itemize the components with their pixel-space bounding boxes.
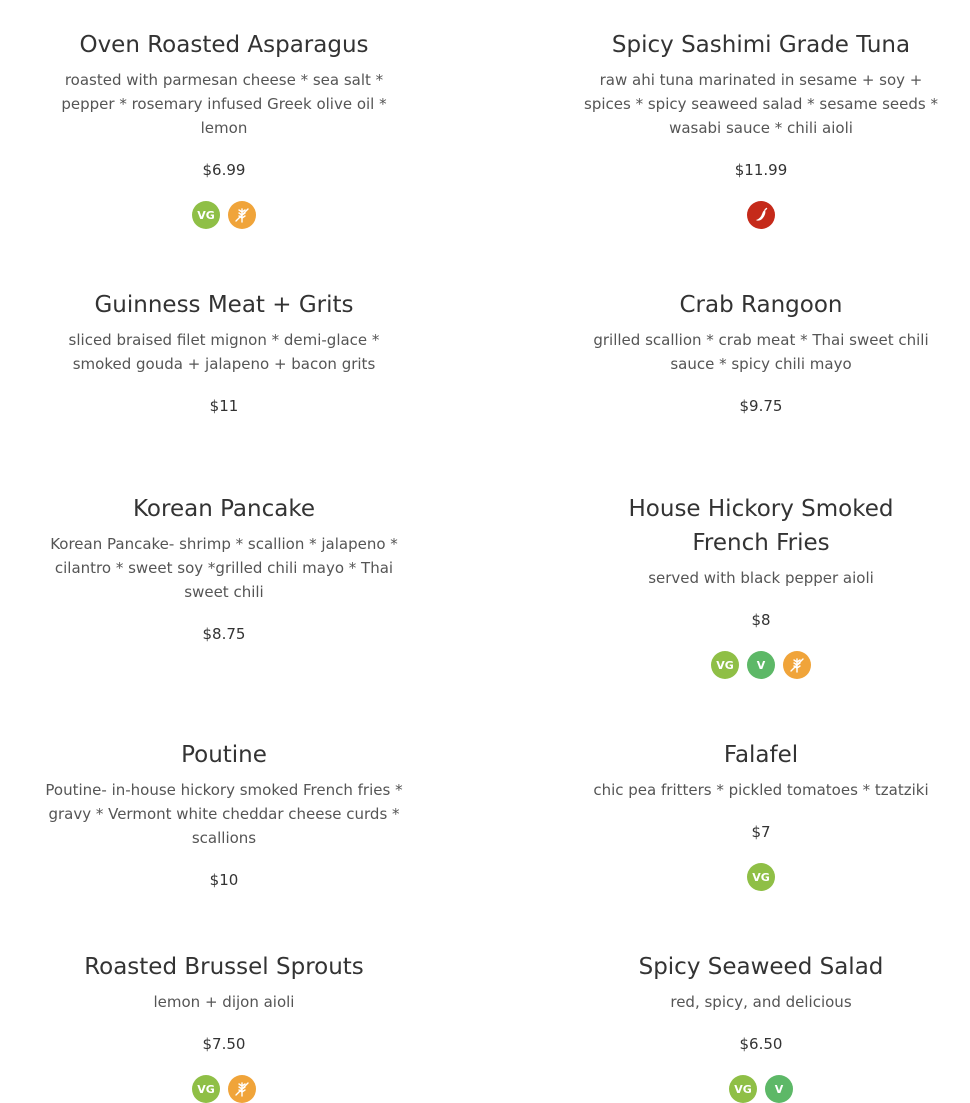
vegan-icon: VG	[192, 201, 220, 229]
gluten-free-icon	[228, 1075, 256, 1103]
item-description: raw ahi tuna marinated in sesame + soy + spices * spicy seaweed salad * sesame seeds * wasabi sauce * chili aioli	[584, 71, 938, 137]
dietary-badges	[32, 201, 416, 229]
menu-item	[568, 288, 954, 418]
item-price: $6.50	[739, 1035, 783, 1053]
item-name: Roasted Brussel Sprouts	[84, 954, 364, 980]
menu-item	[32, 950, 416, 1103]
item-name: Poutine	[181, 742, 267, 768]
dietary-badges	[568, 1075, 954, 1103]
item-price: $9.75	[739, 397, 783, 415]
menu-item	[32, 28, 416, 229]
menu-item	[32, 492, 416, 646]
item-description: lemon + dijon aioli	[153, 993, 295, 1011]
item-description: roasted with parmesan cheese * sea salt * pepper * rosemary infused Greek olive oil * lemon	[61, 71, 387, 137]
menu-item	[32, 738, 416, 892]
vegetarian-icon: V	[765, 1075, 793, 1103]
dietary-badges	[32, 1075, 416, 1103]
item-price: $7	[751, 823, 771, 841]
item-price: $7.50	[202, 1035, 246, 1053]
vegan-icon: VG	[729, 1075, 757, 1103]
item-description: red, spicy, and delicious	[670, 993, 852, 1011]
dietary-badges	[568, 651, 954, 679]
item-description: served with black pepper aioli	[648, 569, 874, 587]
item-description: Korean Pancake- shrimp * scallion * jalapeno * cilantro * sweet soy *grilled chili mayo * Thai sweet chili	[50, 535, 398, 601]
menu-item	[568, 950, 954, 1103]
item-price: $10	[209, 871, 239, 889]
item-name: Guinness Meat + Grits	[94, 292, 354, 318]
spicy-icon	[747, 201, 775, 229]
vegan-icon: VG	[192, 1075, 220, 1103]
menu-item	[568, 28, 954, 229]
item-name: Crab Rangoon	[679, 292, 843, 318]
item-description: grilled scallion * crab meat * Thai sweet chili sauce * spicy chili mayo	[593, 331, 929, 373]
item-name: Korean Pancake	[133, 496, 315, 522]
vegetarian-icon: V	[747, 651, 775, 679]
item-price: $8	[751, 611, 771, 629]
dietary-badges	[568, 201, 954, 229]
item-price: $11	[209, 397, 239, 415]
dietary-badges	[568, 863, 954, 891]
vegan-icon: VG	[711, 651, 739, 679]
gluten-free-icon	[783, 651, 811, 679]
item-name: Falafel	[723, 742, 799, 768]
gluten-free-icon	[228, 201, 256, 229]
item-description: Poutine- in-house hickory smoked French fries * gravy * Vermont white cheddar cheese curds * scallions	[45, 781, 403, 847]
item-description: chic pea fritters * pickled tomatoes * tzatziki	[593, 781, 929, 799]
item-name: Spicy Seaweed Salad	[638, 954, 884, 980]
item-price: $11.99	[734, 161, 788, 179]
menu-item	[568, 738, 954, 891]
menu-item	[32, 288, 416, 418]
item-name: Spicy Sashimi Grade Tuna	[611, 32, 911, 58]
vegan-icon: VG	[747, 863, 775, 891]
item-description: sliced braised filet mignon * demi-glace * smoked gouda + jalapeno + bacon grits	[68, 331, 380, 373]
item-name: Oven Roasted Asparagus	[79, 32, 369, 58]
item-price: $8.75	[202, 625, 246, 643]
menu-item	[568, 492, 954, 679]
item-price: $6.99	[202, 161, 246, 179]
item-name: House Hickory Smoked French Fries	[628, 496, 894, 556]
